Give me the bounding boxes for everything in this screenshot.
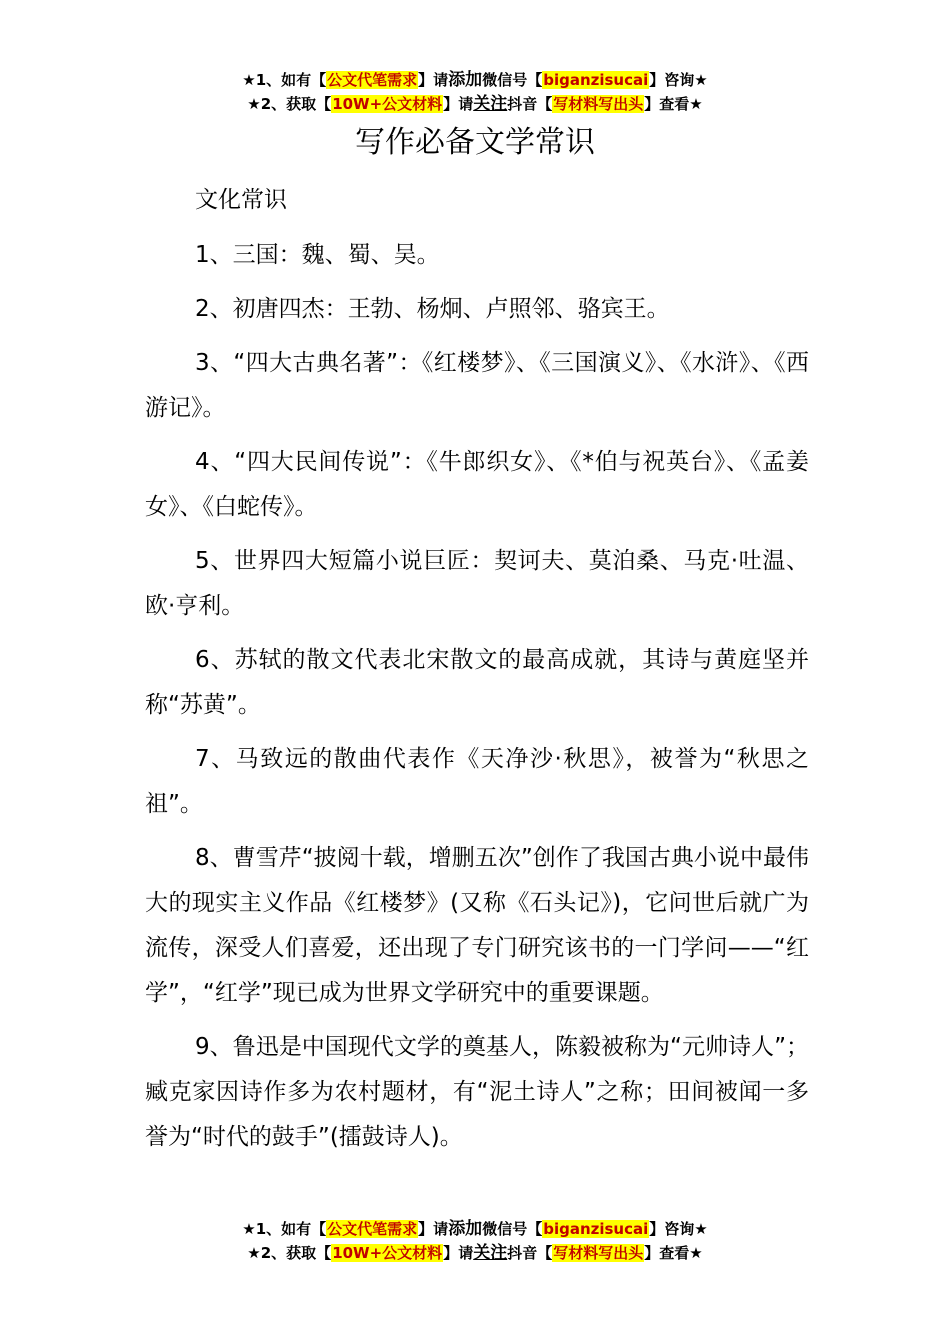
banner-line-1 — [0, 68, 950, 92]
banner-text: ★2、获取【 — [247, 1244, 332, 1262]
banner-emphasis: 添加 — [448, 70, 483, 90]
banner-highlight: 公文代笔需求 — [327, 71, 418, 89]
banner-text: 微信号【 — [482, 1220, 543, 1238]
banner-text: 抖音【 — [507, 95, 553, 113]
document-body — [145, 178, 809, 1169]
section-heading: 文化常识 — [195, 187, 287, 213]
list-item: 9、鲁迅是中国现代文学的奠基人，陈毅被称为“元帅诗人”；臧克家因诗作多为农村题材，有“泥土诗人”之称；田间被闻一多誉为“时代的鼓手”(擂鼓诗人)。 — [145, 1034, 809, 1150]
banner-text: ★2、获取【 — [247, 95, 332, 113]
banner-line-2 — [0, 92, 950, 116]
banner-text: 】请 — [418, 71, 449, 89]
banner-text: 】请 — [443, 95, 474, 113]
page-title: 写作必备文学常识 — [355, 125, 595, 160]
banner-emphasis: 关注 — [473, 1243, 508, 1263]
banner-wechat-id: biganzisucai — [543, 71, 649, 89]
list-item: 8、曹雪芹“披阅十载，增删五次”创作了我国古典小说中最伟大的现实主义作品《红楼梦》(又称《石头记》)，它问世后就广为流传，深受人们喜爱，还出现了专门研究该书的一门学问——“红学”，“红学”现已成为世界文学研究中的重要课题。 — [145, 845, 809, 1006]
banner-text: ★1、如有【 — [242, 71, 327, 89]
banner-text: 】咨询★ — [649, 71, 708, 89]
list-item: 3、“四大古典名著”：《红楼梦》、《三国演义》、《水浒》、《西游记》。 — [145, 350, 809, 421]
banner-text: 】咨询★ — [649, 1220, 708, 1238]
banner-text: 】查看★ — [644, 1244, 703, 1262]
list-item: 2、初唐四杰：王勃、杨炯、卢照邻、骆宾王。 — [195, 296, 670, 322]
list-item: 7、马致远的散曲代表作《天净沙·秋思》，被誉为“秋思之祖”。 — [145, 746, 809, 817]
banner-highlight: 10W+公文材料 — [332, 1244, 443, 1262]
banner-text: ★1、如有【 — [242, 1220, 327, 1238]
banner-highlight: 10W+公文材料 — [332, 95, 443, 113]
banner-text: 】请 — [443, 1244, 474, 1262]
banner-wechat-id: biganzisucai — [543, 1220, 649, 1238]
banner-douyin-name: 写材料写出头 — [553, 95, 644, 113]
banner-text: 】查看★ — [644, 95, 703, 113]
banner-text: 微信号【 — [482, 71, 543, 89]
banner-line-1 — [0, 1217, 950, 1241]
list-item: 1、三国：魏、蜀、吴。 — [195, 242, 440, 268]
banner-emphasis: 添加 — [448, 1219, 483, 1239]
banner-highlight: 公文代笔需求 — [327, 1220, 418, 1238]
list-item: 6、苏轼的散文代表北宋散文的最高成就，其诗与黄庭坚并称“苏黄”。 — [145, 647, 809, 718]
list-item: 5、世界四大短篇小说巨匠：契诃夫、莫泊桑、马克·吐温、欧·亨利。 — [145, 548, 809, 619]
banner-text: 】请 — [418, 1220, 449, 1238]
footer-banner — [0, 1217, 950, 1265]
banner-line-2 — [0, 1241, 950, 1265]
list-item: 4、“四大民间传说”：《牛郎织女》、《*伯与祝英台》、《孟姜女》、《白蛇传》。 — [145, 449, 809, 520]
banner-douyin-name: 写材料写出头 — [553, 1244, 644, 1262]
banner-text: 抖音【 — [507, 1244, 553, 1262]
header-banner — [0, 68, 950, 116]
banner-emphasis: 关注 — [473, 94, 508, 114]
